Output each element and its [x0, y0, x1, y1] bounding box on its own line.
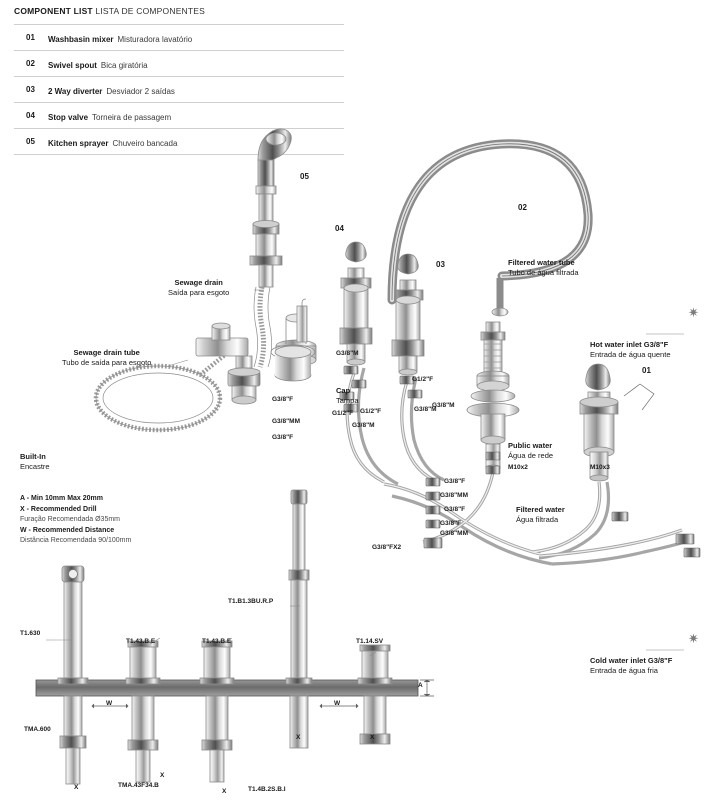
label-cap: Cap Tampa [336, 386, 359, 406]
dim-x2: X [160, 772, 165, 779]
part-code-t143be-left: T1.43.B.E [126, 638, 156, 645]
list-item-number: 01 [26, 33, 35, 42]
callout-01: 01 [642, 366, 651, 375]
list-item-number: 03 [26, 85, 35, 94]
label-public-water: Public water Água de rede [508, 441, 554, 461]
label-built-in: Built-In Encastre [20, 452, 50, 472]
drain-threaded-rod [297, 299, 307, 342]
component-list-title-pt: LISTA DE COMPONENTES [95, 6, 206, 16]
component-list-title-en: COMPONENT LIST [14, 6, 93, 16]
fixture-spout [286, 490, 312, 748]
thread-g38f-4: G3/8"F [444, 506, 466, 513]
list-item-label-en: Stop valve [48, 112, 89, 122]
hot-water-icon: ✷ [688, 305, 699, 320]
thread-m10x2: M10x2 [508, 464, 528, 471]
thread-g38f-2: G3/8"F [272, 434, 294, 441]
list-item-label-en: Washbasin mixer [48, 34, 114, 44]
thread-g38m-top: G3/8"M [336, 350, 359, 357]
fixture-t1630 [58, 566, 88, 784]
list-item-label-pt: Torneira de passagem [92, 112, 172, 122]
list-item-label-en: Kitchen sprayer [48, 138, 109, 148]
thread-g38f-1: G3/8"F [272, 396, 294, 403]
callout-02: 02 [518, 203, 527, 212]
dim-w2: W [334, 700, 341, 707]
thread-g38fx2: G3/8"FX2 [372, 544, 402, 551]
cold-water-snowflake-icon: ✷ [688, 631, 699, 646]
part-code-t14b2sbi: T1.4B.2S.B.I [248, 786, 286, 793]
part-code-t143be-right: T1.43.B.E [202, 638, 232, 645]
thread-g12f-a: G1/2"F [360, 408, 382, 415]
list-item-number: 05 [26, 137, 35, 146]
part-code-t114sv: T1.14.SV [356, 638, 384, 645]
thread-g38m-right2: G3/8"M [432, 402, 455, 409]
callout-03: 03 [436, 260, 445, 269]
dim-x3: X [222, 788, 227, 795]
notes-block [20, 494, 131, 547]
label-cold-water-inlet: Cold water inlet G3/8"F Entrada de água fria [590, 656, 673, 676]
note-w: W - Recommended Distance Distância Recomendada 90/100mm [20, 526, 132, 544]
list-item-label-en: Swivel spout [48, 60, 97, 70]
note-x: X - Recommended Drill Furação Recomendada Ø35mm [20, 505, 120, 523]
label-filtered-water-tube: Filtered water tube Tubo de água filtrada [508, 258, 579, 278]
list-item-label-pt: Desviador 2 saídas [106, 86, 175, 96]
kitchen-sprayer [250, 129, 291, 287]
note-a: A - Min 10mm Max 20mm [20, 495, 103, 502]
list-item-label-pt: Bica giratória [100, 60, 148, 70]
list-item-label-pt: Misturadora lavatório [117, 34, 193, 44]
list-item-number: 04 [26, 111, 35, 120]
part-code-tma600: TMA.600 [24, 726, 51, 733]
thread-g38f-5: G3/8"F [440, 520, 462, 527]
callout-04: 04 [335, 224, 344, 233]
thread-g12f-b: G1/2"F [332, 410, 354, 417]
callout-05: 05 [300, 172, 309, 181]
sprayer-corrugated-hose [254, 287, 272, 367]
list-item-number: 02 [26, 59, 35, 68]
hose-fittings [340, 366, 700, 557]
part-code-t1630: T1.630 [20, 630, 41, 637]
stop-valve-left [340, 242, 372, 365]
fixture-t143be-left [126, 641, 160, 782]
thread-g38m-cap: G3/8"M [352, 422, 375, 429]
part-code-tma43f34b: TMA.43F34.B [118, 782, 159, 789]
thread-g38mm-1: G3/8"MM [272, 418, 301, 425]
fixture-t143be-right [200, 641, 234, 782]
dim-x5: X [370, 734, 375, 741]
list-item-label-en: 2 Way diverter [48, 86, 103, 96]
label-hot-water-inlet: Hot water inlet G3/8"F Entrada de água quente [590, 340, 671, 360]
part-code-spout: T1.B1.3BU.R.P [228, 598, 274, 605]
filtered-water-tube [492, 278, 508, 316]
thread-g38mm-3: G3/8"MM [440, 530, 469, 537]
dim-x1: X [74, 784, 79, 791]
list-item-label-pt: Chuveiro bancada [112, 138, 178, 148]
dim-w1: W [106, 700, 113, 707]
dim-x4: X [296, 734, 301, 741]
thread-g12f-right: G1/2"F [412, 376, 434, 383]
label-filtered-water: Filtered water Água filtrada [516, 505, 565, 525]
label-sewage-drain-tube: Sewage drain tube Tubo de saída para esgoto [62, 348, 152, 368]
label-sewage-drain: Sewage drain Saída para esgoto [168, 278, 230, 298]
thread-m10x3: M10x3 [590, 464, 610, 471]
drain-flange-rings [271, 345, 315, 381]
drain-t-connector [196, 323, 260, 404]
thread-g38f-3: G3/8"F [444, 478, 466, 485]
dim-a: A [418, 682, 423, 689]
thread-g38m-right: G3/8"M [414, 406, 437, 413]
thread-g38mm-2: G3/8"MM [440, 492, 469, 499]
